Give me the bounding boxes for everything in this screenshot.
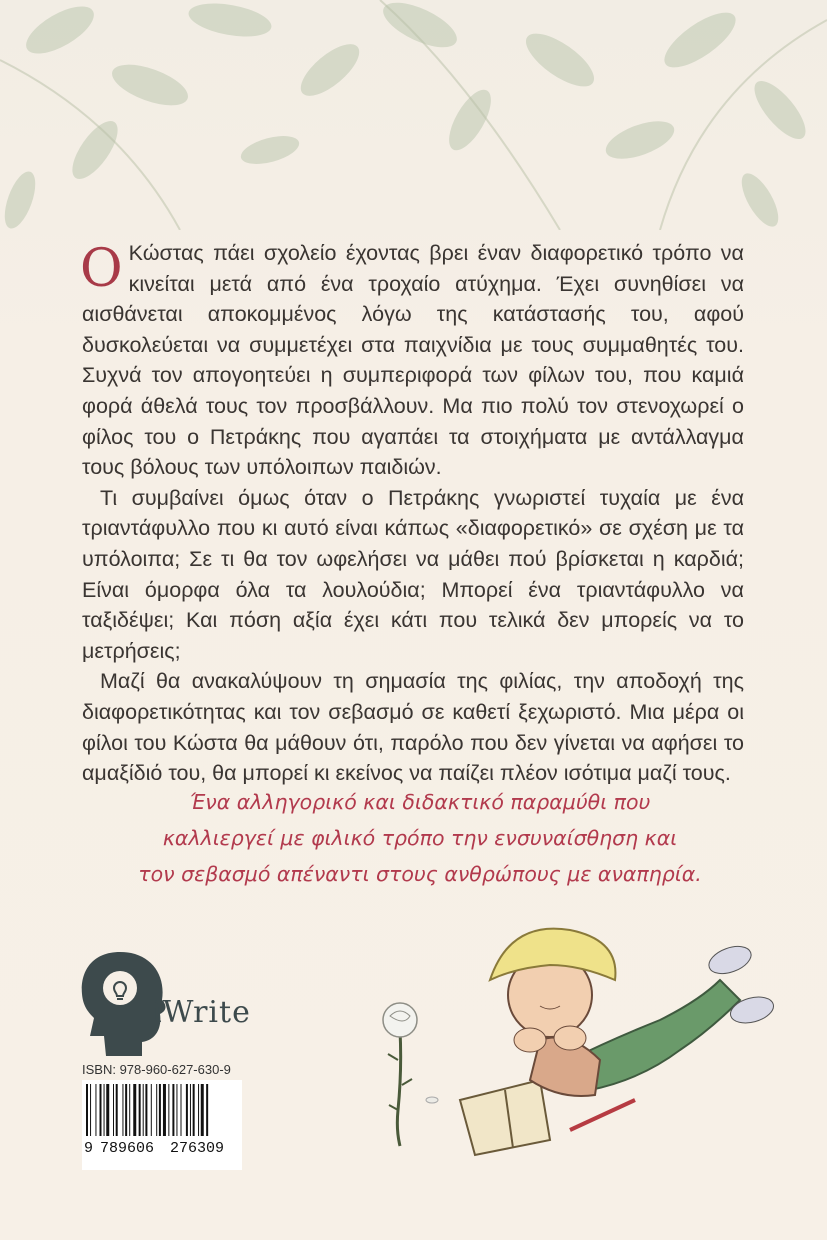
synopsis-paragraph-2: Τι συμβαίνει όμως όταν ο Πετράκης γνωριστεί τυχαία με ένα τριαντάφυλλο που κι αυτό είναι κάπως «διαφορετικό» σε σχέση με τα υπόλοιπα; Σε τι θα τον ωφελήσει να μάθει πού βρίσκεται η καρδιά; Είναι όμορφα όλα τα λουλούδια; Μπορεί ένα τριαντάφυλλο να ταξιδέψει; Και πόση αξία έχει κάτι που τελικά δεν μπορείς να το μετρήσεις; xyxy=(82,485,744,663)
barcode-digits xyxy=(82,1140,242,1160)
tagline-line-1: Ένα αλληγορικό και διδακτικό παραμύθι που xyxy=(189,790,651,814)
barcode-digit-first: 9 xyxy=(84,1140,94,1157)
synopsis-paragraph-3: Μαζί θα ανακαλύψουν τη σημασία της φιλίας, την αποδοχή της διαφορετικότητας και τον σεβασμό σε καθετί ξεχωριστό. Μια μέρα οι φίλοι του Κώστα θα μάθουν ότι, παρόλο που δεν γίνεται να αφήσει το αμαξίδιό του, θα μπορεί κι εκείνος να παίζει πλέον ισότιμα μαζί τους. xyxy=(82,669,744,786)
pencil xyxy=(570,1100,635,1130)
barcode-bars xyxy=(82,1080,242,1140)
book xyxy=(460,1080,550,1155)
tagline-line-3: τον σεβασμό απέναντι στους ανθρώπους με αναπηρία. xyxy=(138,862,702,886)
publisher-name: iWrite xyxy=(152,995,251,1030)
tagline-line-2: καλλιεργεί με φιλικό τρόπο την ενσυναίσθηση και xyxy=(162,826,678,850)
synopsis xyxy=(82,238,744,789)
rose xyxy=(383,1003,438,1146)
tagline xyxy=(120,784,720,892)
leaves-decoration xyxy=(0,0,827,230)
barcode-digits-right: 276309 xyxy=(170,1140,225,1157)
barcode-digits-left: 789606 xyxy=(100,1140,155,1157)
boy-and-rose-illustration xyxy=(380,910,780,1170)
synopsis-paragraph-1: Κώστας πάει σχολείο έχοντας βρει έναν διαφορετικό τρόπο να κινείται μετά από ένα τροχαίο ατύχημα. Έχει συνηθίσει να αισθάνεται αποκομμένος λόγω της κατάστασής του, αφού δυσκολεύεται να συμμετέχει στα παιχνίδια με τους συμμαθητές του. Συχνά τον απογοητεύει η συμπεριφορά των φίλων του, που καμιά φορά άθελά τους τον προσβάλλουν. Μα πιο πολύ τον στενοχωρεί ο φίλος του ο Πετράκης που αγαπάει τα στοιχήματα με αντάλλαγμα τους βόλους των υπόλοιπων παιδιών. xyxy=(82,241,744,480)
drop-cap: Ο xyxy=(80,239,123,299)
isbn-label: ISBN: 978-960-627-630-9 xyxy=(82,1062,231,1077)
